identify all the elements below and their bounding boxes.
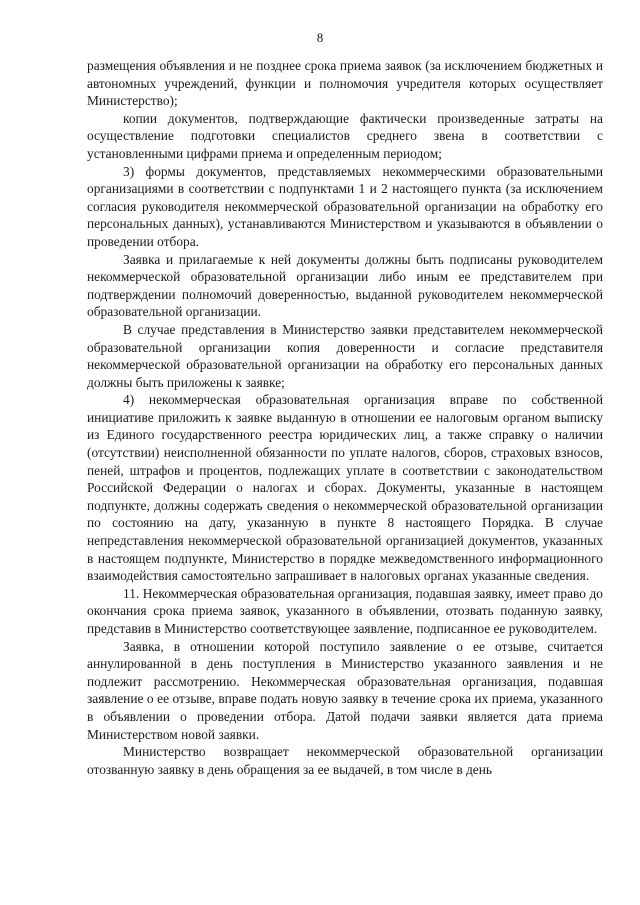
paragraph: размещения объявления и не позднее срока приема заявок (за исключением бюджетных и автономных учреждений, функции и полномочия учредителя которых осуществляет Министерство); [87,58,603,109]
paragraph: 3) формы документов, представляемых некоммерческими образовательными организациями в соответствии с подпунктами 1 и 2 настоящего пункта (за исключением согласия руководителя некоммерческой образовательной организации на обработку его персональных данных), устанавливаются Министерством и указываются в объявлении о проведении отбора. [87,163,603,249]
paragraph: Министерство возвращает некоммерческой образовательной организации отозванную заявку в день обращения за ее выдачей, в том числе в день [87,744,603,777]
document-body [87,57,603,778]
paragraph: В случае представления в Министерство заявки представителем некоммерческой образовательной организации копия доверенности и согласие представителя некоммерческой образовательной организации на обработку его персональных данных должны быть приложены к заявке; [87,321,603,390]
page-number: 8 [316,30,324,45]
paragraph: 4) некоммерческая образовательная организация вправе по собственной инициативе приложить к заявке выданную в отношении ее налоговым органом выписку из Единого государственного реестра юридических лиц, а также справку о наличии (отсутствии) неисполненной обязанности по уплате налогов, сборов, страховых взносов, пеней, штрафов и процентов, подлежащих уплате в соответствии с законодательством Российской Федерации о налогах и сборах. Документы, указанные в настоящем подпункте, должны содержать сведения о некоммерческой образовательной организации по состоянию на дату, указанную в пункте 8 настоящего Порядка. В случае непредставления некоммерческой образовательной организацией документов, указанных в настоящем подпункте, Министерство в порядке межведомственного информационного взаимодействия самостоятельно запрашивает в налоговых органах указанные сведения. [87,392,603,584]
paragraph: копии документов, подтверждающие фактически произведенные затраты на осуществление подготовки специалистов среднего звена в соответствии с установленными цифрами приема и определенным периодом; [87,110,603,161]
paragraph: Заявка и прилагаемые к ней документы должны быть подписаны руководителем некоммерческой образовательной организации либо иным ее представителем при подтверждении полномочий доверенностью, выданной руководителем некоммерческой образовательной организации. [87,251,603,320]
paragraph: Заявка, в отношении которой поступило заявление о ее отзыве, считается аннулированной в день поступления в Министерство указанного заявления и не подлежит рассмотрению. Некоммерческая образовательная организация, подавшая заявление о ее отзыве, вправе подать новую заявку в течение срока их приема, указанного в объявлении о проведении отбора. Датой подачи заявки является дата приема Министерством новой заявки. [87,638,603,742]
paragraph: 11. Некоммерческая образовательная организация, подавшая заявку, имеет право до окончания срока приема заявок, указанного в объявлении, отозвать поданную заявку, представив в Министерство соответствующее заявление, подписанное ее руководителем. [87,585,603,636]
